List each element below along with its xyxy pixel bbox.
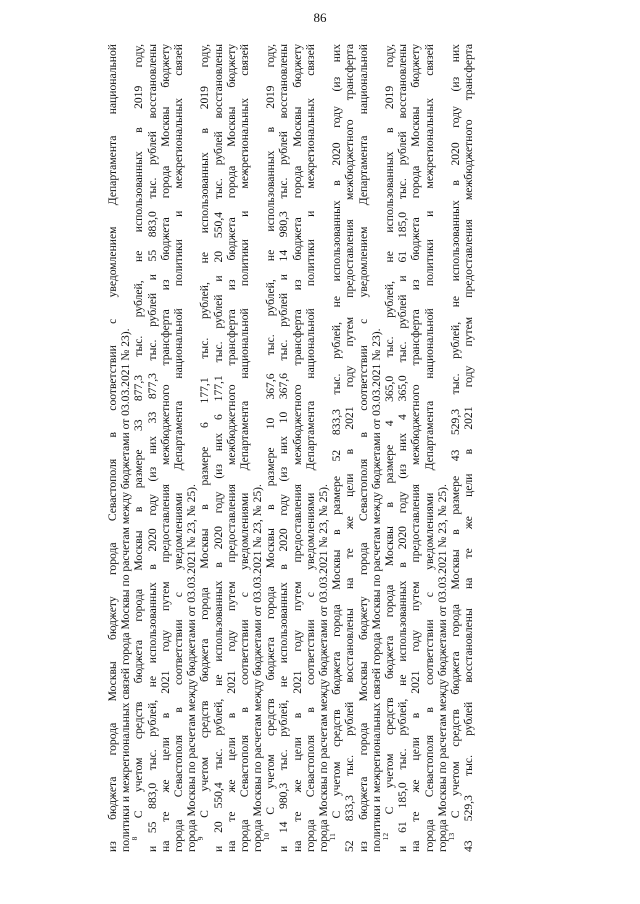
footnote-line: города Севастополя в соответствии с уведомлениями Департамента национальной политики и межрегиональных связей [303, 44, 317, 852]
footnote-line: из бюджета города Москвы бюджету города Севастополя в соответствии с уведомлением Департамента национальной [356, 44, 370, 852]
footnote-line: города Севастополя в соответствии с уведомлениями Департамента национальной политики и межрегиональных связей [171, 44, 185, 852]
footnote-line: политики и межрегиональных связей города Москвы по расчетам между бюджетами от 03.03.2021 № 23). [119, 328, 133, 852]
footnote-marker: 12 [381, 832, 391, 841]
footnote-text: С учетом средств бюджета города Москвы в размере 43 529,3 тыс. рублей, не использованных в 2020 году (из них [448, 44, 462, 819]
footnote-text: С учетом средств бюджета города Москвы в размере 52 833,3 тыс. рублей, не использованных в 2020 году (из них [330, 44, 344, 819]
footnote-line: 52 833,3 тыс. рублей восстановлены на те же цели в 2021 году путем предоставления межбюджетного трансферта [343, 44, 357, 852]
footnote-line: города Москвы по расчетам между бюджетами от 03.03.2021 № 23, № 25). [185, 484, 199, 852]
footnote-8 [132, 44, 198, 852]
footnote-line: города Севастополя в соответствии с уведомлениями Департамента национальной политики и межрегиональных связей [422, 44, 436, 852]
footnote-line: и 55 883,0 тыс. рублей, не использованных в 2020 году (из них 33 877,3 тыс. рублей и 55 883,0 тыс. рублей восстановлены [145, 44, 159, 852]
footnote-marker: 11 [328, 833, 338, 841]
footnote-text: С учетом средств бюджета города Москвы в размере 6 177,1 тыс. рублей, не использованных в 2019 году, [198, 44, 212, 818]
footnote-line [330, 44, 343, 852]
footnote-marker: 10 [262, 832, 272, 841]
footnote-line: 43 529,3 тыс. рублей восстановлены на те же цели в 2021 году путем предоставления межбюджетного трансферта [462, 44, 476, 852]
footnote-text: С учетом средств бюджета города Москвы в размере 4 365,0 тыс. рублей, не использованных в 2019 году, [382, 44, 396, 815]
footnote-line: города Москвы по расчетам между бюджетами от 03.03.2021 № 23, № 25). [435, 484, 449, 852]
footnote-text: С учетом средств бюджета города Москвы в размере 10 367,6 тыс. рублей, не использованных в 2019 году, [264, 44, 278, 815]
footnote-line: политики и межрегиональных связей города Москвы по расчетам между бюджетами от 03.03.2021 № 23). [369, 328, 383, 852]
footnote-line: на те же цели в 2021 году путем предоставления межбюджетного трансферта из бюджета города Москвы бюджету [158, 44, 172, 852]
footnote-line: из бюджета города Москвы бюджету города Севастополя в соответствии с уведомлением Департамента национальной [106, 44, 119, 852]
footnote-line: города Москвы по расчетам между бюджетами от 03.03.2021 № 23, № 25). [317, 484, 330, 852]
footnotes-block [106, 44, 602, 852]
footnote-marker: 13 [447, 832, 457, 841]
footnote-line [132, 44, 145, 852]
footnote-10 [264, 44, 330, 852]
footnote-line: на те же цели в 2021 году путем предоставления межбюджетного трансферта из бюджета города Москвы бюджету [224, 44, 238, 852]
footnote-line: на те же цели в 2021 году путем предоставления межбюджетного трансферта из бюджета города Москвы бюджету [290, 44, 304, 852]
footnote-line: и 61 185,0 тыс. рублей, не использованных в 2020 году (из них 4 365,0 тыс. рублей и 61 185,0 тыс. рублей восстановлены [396, 44, 410, 852]
footnote-line: на те же цели в 2021 году путем предоставления межбюджетного трансферта из бюджета города Москвы бюджету [409, 44, 423, 852]
footnote-marker: 8 [130, 836, 140, 841]
footnote-marker: 9 [196, 836, 206, 841]
footnote-11 [330, 44, 383, 852]
footnote-line [449, 44, 462, 852]
footnote-line: города Москвы по расчетам между бюджетами от 03.03.2021 № 23, № 25). [251, 484, 265, 852]
footnote-line [198, 44, 211, 852]
footnote-7-continuation [106, 44, 132, 852]
footnote-line [383, 44, 396, 852]
footnote-text: С учетом средств бюджета города Москвы в размере 33 877,3 тыс. рублей, не использованных в 2019 году, [132, 43, 146, 819]
footnote-line [264, 44, 277, 852]
footnote-9 [198, 44, 264, 852]
footnote-13 [449, 44, 475, 852]
page-number: 86 [313, 10, 327, 25]
footnote-12 [383, 44, 449, 852]
footnote-line: и 20 550,4 тыс. рублей, не использованных в 2020 году (из них 6 177,1 тыс. рублей и 20 550,4 тыс. рублей восстановлены [211, 44, 225, 852]
footnote-line: и 14 980,3 тыс. рублей, не использованных в 2020 году (из них 10 367,6 тыс. рублей и 14 980,3 тыс. рублей восстановлены [277, 44, 291, 852]
footnote-line: города Севастополя в соответствии с уведомлениями Департамента национальной политики и межрегиональных связей [237, 44, 251, 852]
